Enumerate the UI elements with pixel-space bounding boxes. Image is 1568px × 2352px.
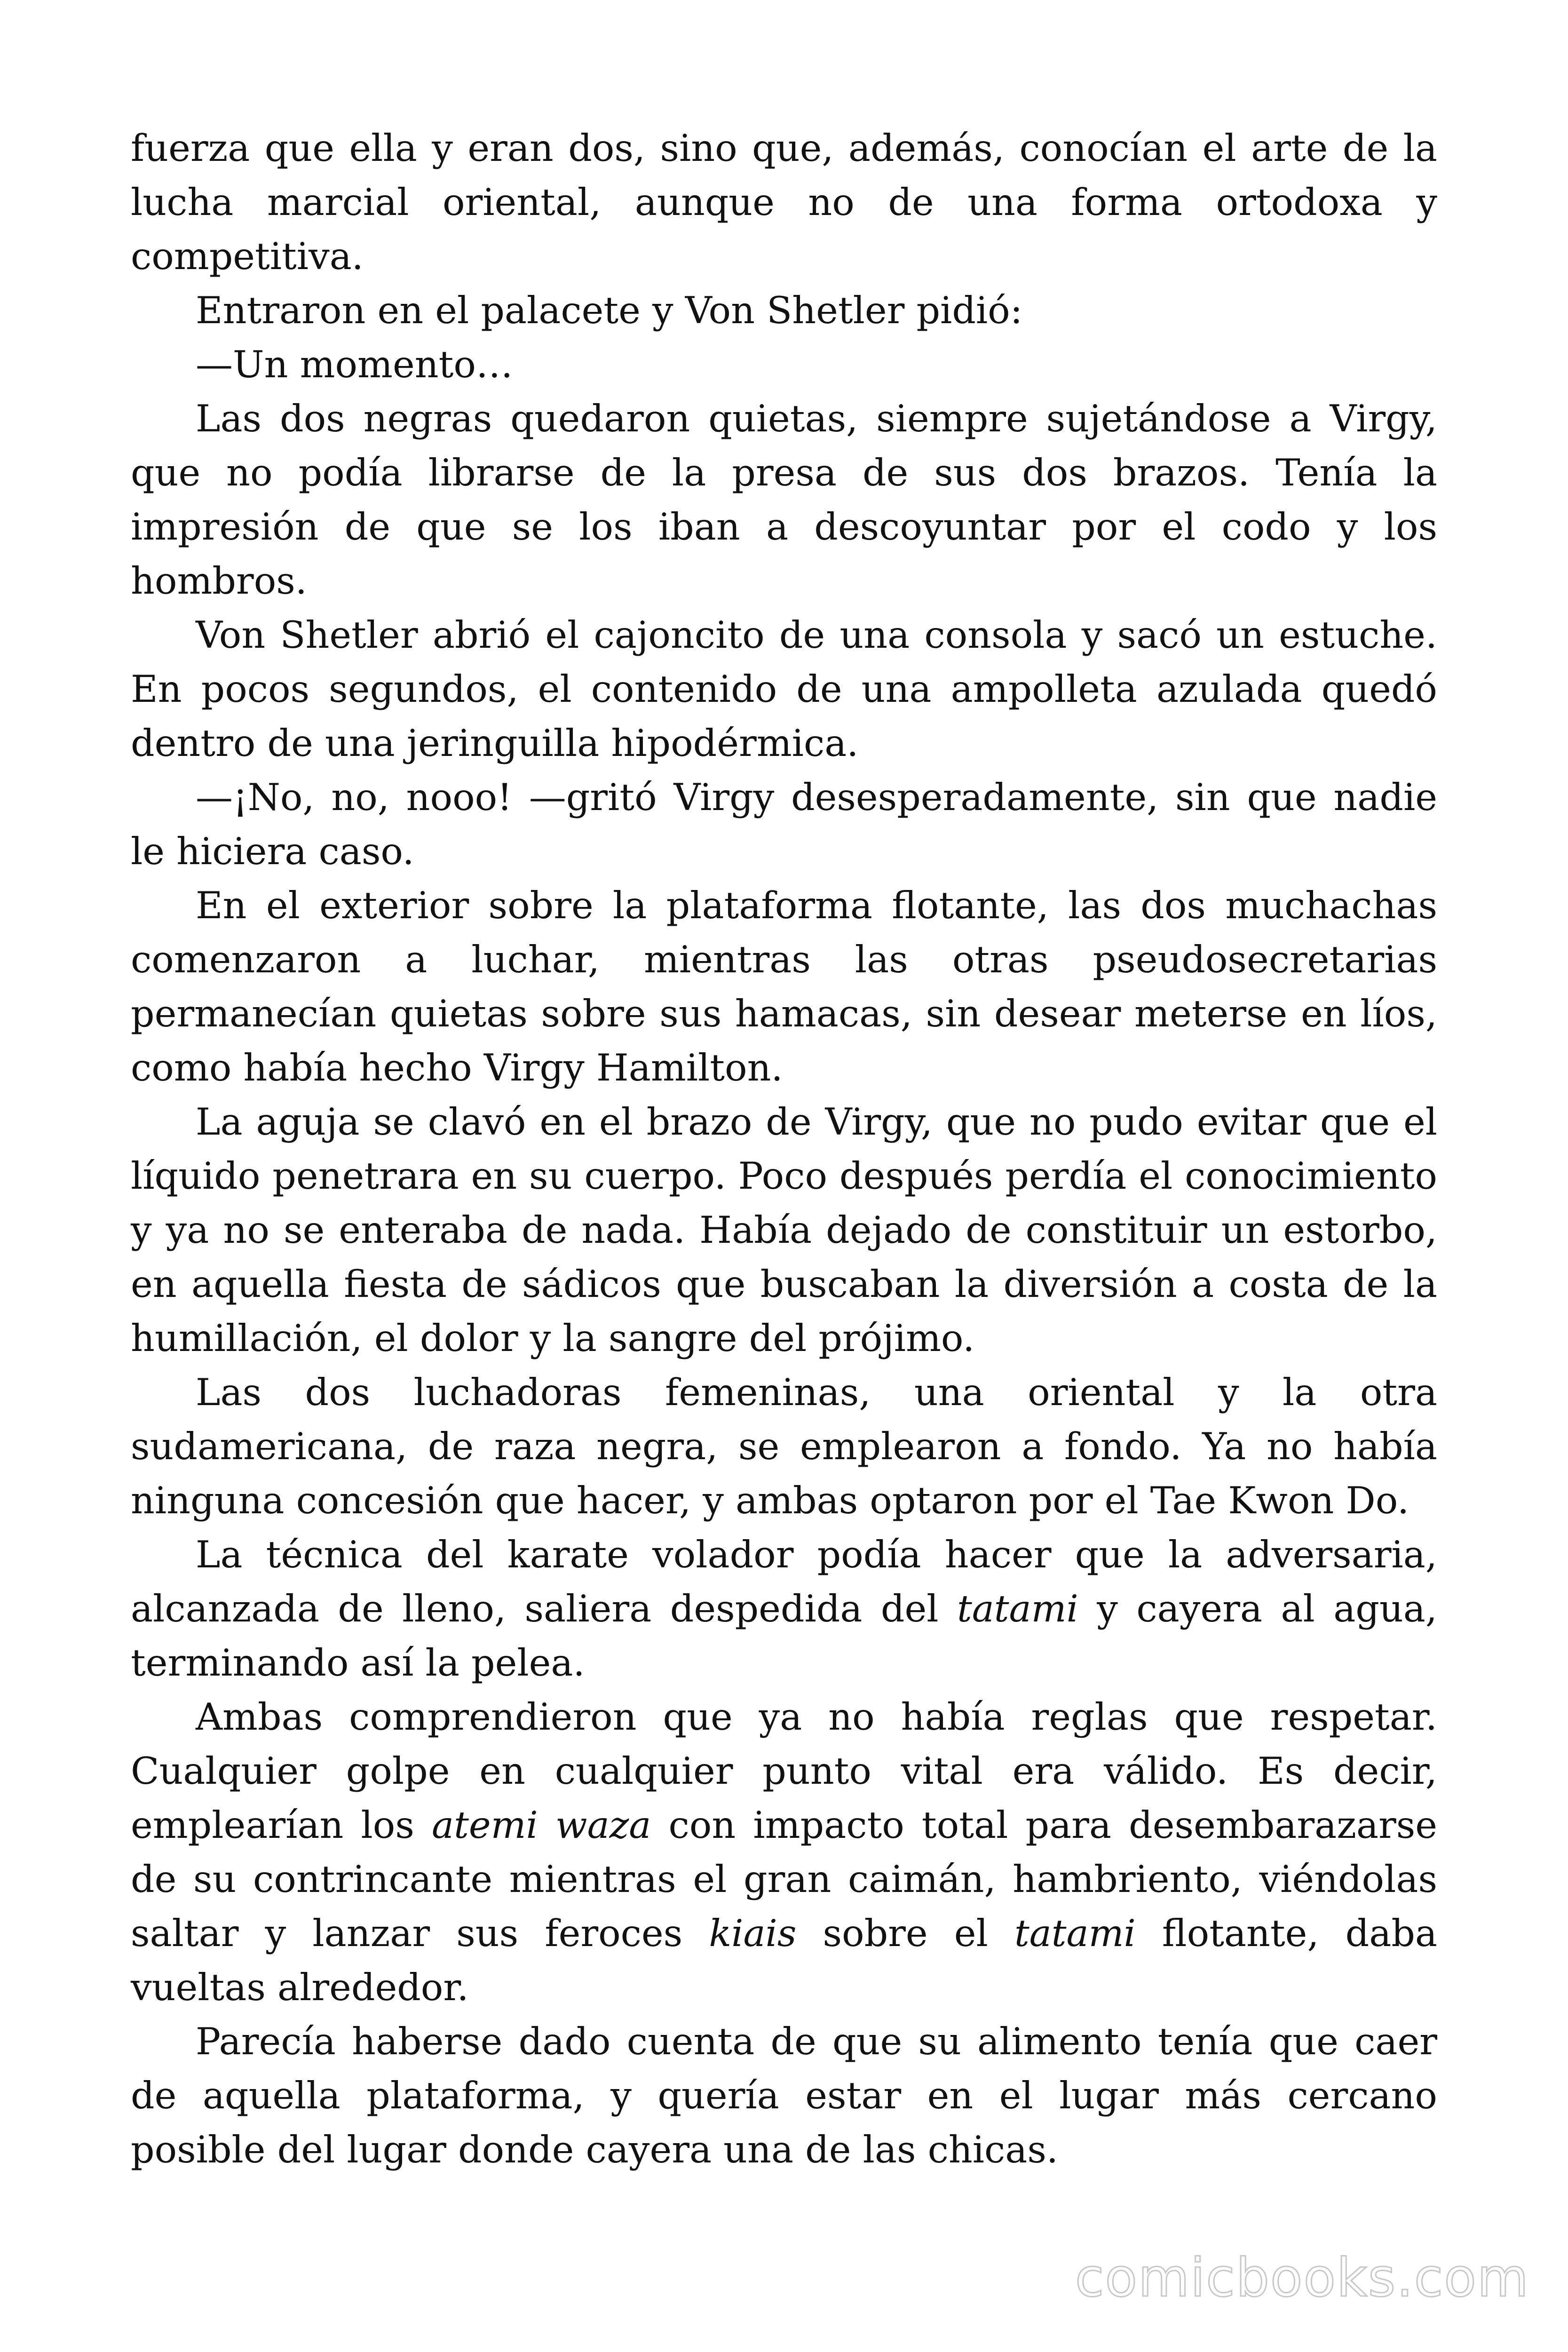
page-body — [131, 121, 1437, 2177]
italic-term-tatami-2: tatami — [1014, 1912, 1136, 1955]
paragraph-10-part-2: y cayera al agua, terminando así la pelea. — [131, 1587, 1437, 1685]
paragraph-11-part-1: Ambas comprendieron que ya no había reglas que respetar. Cualquier golpe en cualquier punto vital era válido. Es decir, emplearían los — [131, 1695, 1437, 1847]
paragraph-11-part-2: con impacto total para desembarazarse de su contrincante mientras el gran caimán, hambriento, viéndolas saltar y lanzar sus feroces — [131, 1804, 1438, 1955]
italic-term-atemi-waza: atemi waza — [432, 1804, 651, 1847]
italic-term-kiais: kiais — [709, 1912, 797, 1955]
paragraph-4: Las dos negras quedaron quietas, siempre sujetándose a Virgy, que no podía librarse de la presa de sus dos brazos. Tenía la impresión de que se los iban a descoyuntar por el codo y los hombros. — [131, 397, 1437, 603]
paragraph-5: Von Shetler abrió el cajoncito de una consola y sacó un estuche. En pocos segundos, el contenido de una ampolleta azulada quedó dentro de una jeringuilla hipodérmica. — [131, 613, 1437, 765]
watermark-logo: comicbooks.com — [1075, 2248, 1529, 2309]
paragraph-9: Las dos luchadoras femeninas, una oriental y la otra sudamericana, de raza negra, se emplearon a fondo. Ya no había ninguna concesión que hacer, y ambas optaron por el Tae Kwon Do. — [131, 1371, 1437, 1522]
paragraph-11-part-4: flotante, daba vueltas alrededor. — [131, 1912, 1437, 2009]
paragraph-12: Parecía haberse dado cuenta de que su alimento tenía que caer de aquella plataforma, y quería estar en el lugar más cercano posible del lugar donde cayera una de las chicas. — [131, 2020, 1437, 2171]
paragraph-2: Entraron en el palacete y Von Shetler pidió: — [196, 289, 1023, 332]
paragraph-3: —Un momento… — [196, 343, 513, 386]
paragraph-10-part-1: La técnica del karate volador podía hacer que la adversaria, alcanzada de lleno, saliera despedida del — [131, 1533, 1437, 1630]
paragraph-6: —¡No, no, nooo! —gritó Virgy desesperadamente, sin que nadie le hiciera caso. — [131, 776, 1437, 873]
paragraph-10 — [131, 1528, 1437, 1690]
paragraph-11-part-3: sobre el — [796, 1912, 1014, 1955]
paragraph-8: La aguja se clavó en el brazo de Virgy, que no pudo evitar que el líquido penetrara en su cuerpo. Poco después perdía el conocimiento y ya no se enteraba de nada. Había dejado de constituir un estorbo, en aquella fiesta de sádicos que buscaban la diversión a costa de la humillación, el dolor y la sangre del prójimo. — [131, 1100, 1437, 1360]
italic-term-tatami: tatami — [957, 1587, 1078, 1630]
paragraph-11 — [131, 1690, 1437, 2015]
paragraph-1: fuerza que ella y eran dos, sino que, además, conocían el arte de la lucha marcial oriental, aunque no de una forma ortodoxa y competitiva. — [131, 127, 1437, 278]
paragraph-7: En el exterior sobre la plataforma flotante, las dos muchachas comenzaron a luchar, mientras las otras pseudosecretarias permanecían quietas sobre sus hamacas, sin desear meterse en líos, como había hecho Virgy Hamilton. — [131, 884, 1437, 1089]
